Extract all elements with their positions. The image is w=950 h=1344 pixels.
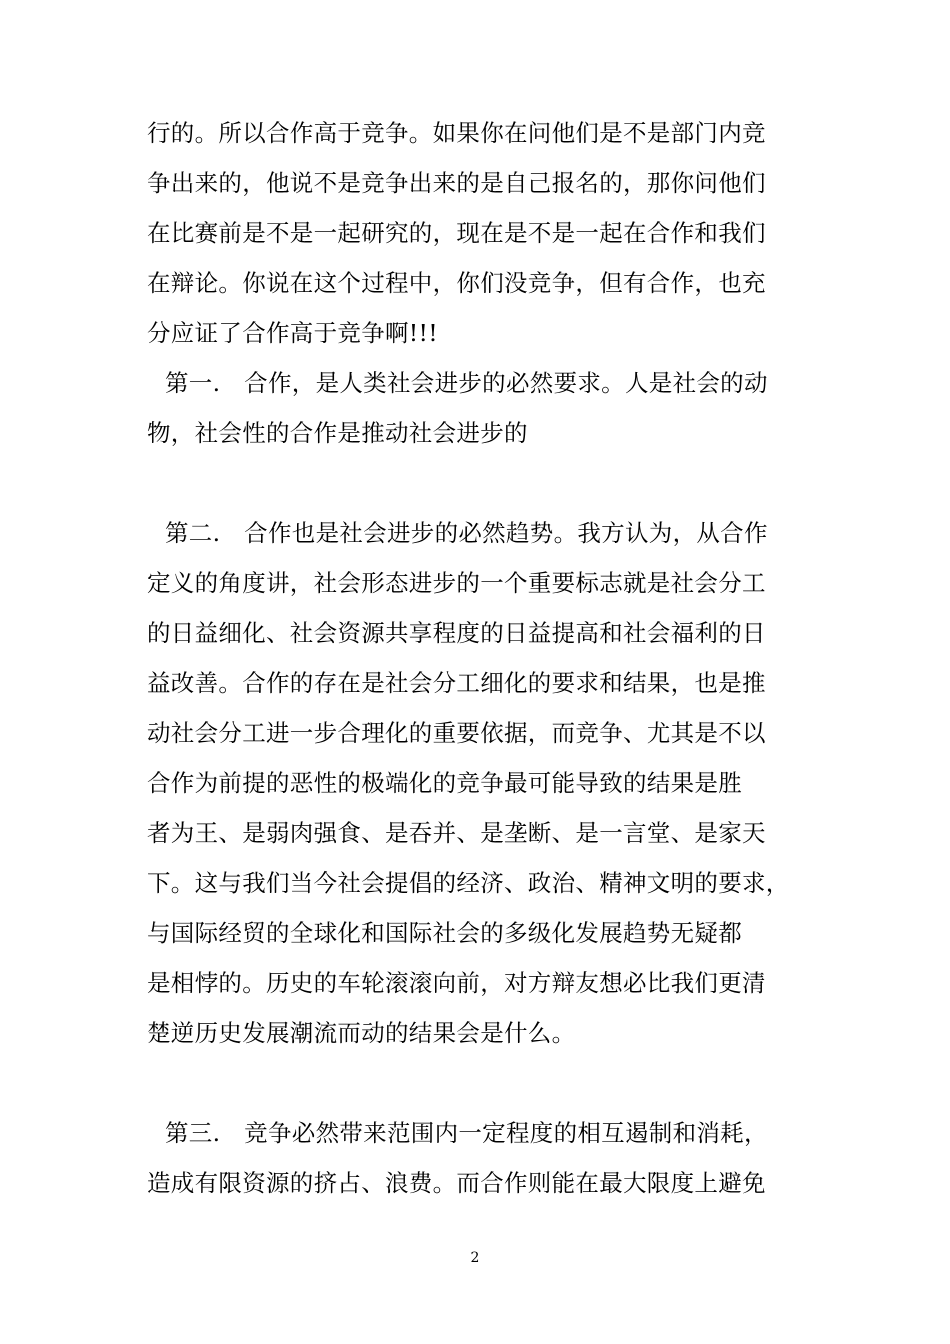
text-line: 定义的角度讲，社会形态进步的一个重要标志就是社会分工	[147, 569, 766, 597]
paragraph-third-point: 第三. 竞争必然带来范围内一定程度的相互遏制和消耗，	[165, 1119, 768, 1147]
text-line: 楚逆历史发展潮流而动的结果会是什么。	[147, 1019, 576, 1047]
text-line: 动社会分工进一步合理化的重要依据，而竞争、尤其是不以	[147, 719, 766, 747]
text-line: 是相悖的。历史的车轮滚滚向前，对方辩友想必比我们更清	[147, 969, 766, 997]
text-line: 在辩论。你说在这个过程中，你们没竞争，但有合作，也充	[147, 269, 766, 297]
page-number: 2	[470, 1250, 480, 1266]
text-line: 益改善。合作的存在是社会分工细化的要求和结果，也是推	[147, 669, 766, 697]
text-line: 下。这与我们当今社会提倡的经济、政治、精神文明的要求，	[147, 869, 790, 897]
text-line: 者为王、是弱肉强食、是吞并、是垄断、是一言堂、是家天	[147, 819, 766, 847]
paragraph-second-point: 第二. 合作也是社会进步的必然趋势。我方认为，从合作	[165, 519, 768, 547]
text-line: 合作为前提的恶性的极端化的竞争最可能导致的结果是胜	[147, 769, 742, 797]
text-line: 物，社会性的合作是推动社会进步的	[147, 419, 528, 447]
text-line: 争出来的，他说不是竞争出来的是自己报名的，那你问他们	[147, 169, 766, 197]
text-line: 在比赛前是不是一起研究的，现在是不是一起在合作和我们	[147, 219, 766, 247]
text-line: 造成有限资源的挤占、浪费。而合作则能在最大限度上避免	[147, 1169, 766, 1197]
paragraph-first-point: 第一. 合作，是人类社会进步的必然要求。人是社会的动	[165, 369, 768, 397]
text-line: 与国际经贸的全球化和国际社会的多级化发展趋势无疑都	[147, 919, 742, 947]
text-line: 分应证了合作高于竞争啊!!!	[147, 319, 439, 347]
text-line: 的日益细化、社会资源共享程度的日益提高和社会福利的日	[147, 619, 766, 647]
text-line: 行的。所以合作高于竞争。如果你在问他们是不是部门内竞	[147, 119, 766, 147]
